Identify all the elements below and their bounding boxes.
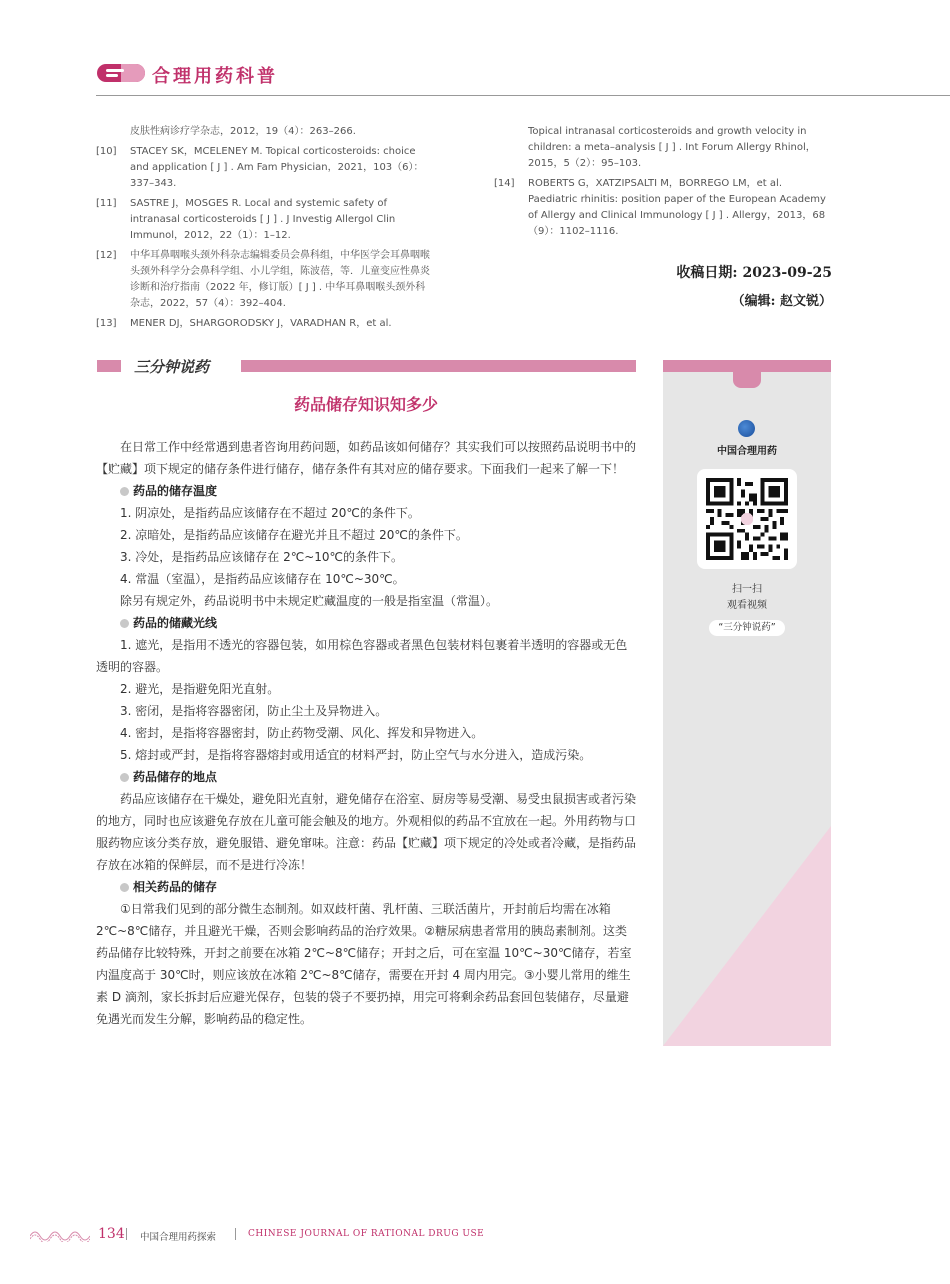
reference-item	[494, 176, 832, 240]
scan-label: 扫一扫	[732, 584, 762, 595]
reference-text: STACEY SK，MCELENEY M. Topical corticosteroids: choice and application [ J ] . Am Fam Physician，2021，103（6）：337–343.	[130, 146, 424, 189]
sidebar-panel	[663, 360, 831, 1046]
header-title: 合理用药科普	[152, 66, 278, 87]
received-date: 收稿日期: 2023-09-25	[676, 265, 832, 281]
reference-item	[96, 196, 434, 244]
reference-item	[96, 124, 434, 140]
subheading-light	[96, 612, 636, 634]
temperature-note: 除另有规定外，药品说明书中未规定贮藏温度的一般是指室温（常温）。	[120, 594, 499, 608]
sidebar-scan-text	[663, 582, 831, 614]
location-paragraph: 药品应该储存在干燥处，避免阳光直射，避免储存在浴室、厨房等易受潮、易受虫鼠损害或者污染的地方，同时也应该避免存放在儿童可能会触及的地方。外观相似的药品不宜放在一起。外用药物与口服药物应该分类存放，避免服错、避免窜味。注意：药品【贮藏】项下规定的冷处或者冷藏，是指药品存放在冰箱的保鲜层，而不是进行冷冻！	[96, 792, 637, 872]
article-intro: 在日常工作中经常遇到患者咨询用药问题，如药品该如何储存？其实我们可以按照药品说明书中的【贮藏】项下规定的储存条件进行储存，储存条件有其对应的储存要求。下面我们一起来了解一下！	[96, 440, 637, 476]
related-paragraph: ①日常我们见到的部分微生态制剂。如双歧杆菌、乳杆菌、三联活菌片，开封前后均需在冰箱 2℃~8℃储存，并且避光干燥，否则会影响药品的治疗效果。②糖尿病患者常用的胰岛素制剂。这类药品储存比较特殊，开封之前要在冰箱 2℃~8℃储存；开封之后，可在室温 10℃~30℃储存，若室内温度高于 30℃时，则应该放在冰箱 2℃~8℃储存，需要在开封 4 周内用完。③小婴儿常用的维生素 D 滴剂，家长拆封后应避光保存，包装的袋子不要扔掉，用完可将剩余药品套回包装储存，尽量避免遇光而发生分解，影响药品的稳定性。	[96, 902, 632, 1026]
reference-item	[96, 144, 434, 192]
section-bar-left	[97, 360, 121, 372]
reference-text: ROBERTS G，XATZIPSALTI M，BORREGO LM，et al. Paediatric rhinitis: position paper of the European Academy of Allergy and Clinical Immunology [ J ] . Allergy，2013，68（9）：1102–1116.	[528, 178, 826, 237]
article-body	[96, 436, 636, 1030]
reference-text: Topical intranasal corticosteroids and growth velocity in children: a meta–analysis [ J ] . Int Forum Allergy Rhinol，2015，5（2）：95–103.	[528, 126, 816, 169]
reference-number: [14]	[494, 178, 515, 189]
sidebar-tab	[733, 368, 761, 388]
bullet-dot-icon	[120, 487, 129, 496]
sidebar-org-name: 中国合理用药	[717, 446, 777, 457]
sidebar-quote-badge: “三分钟说药”	[709, 620, 785, 636]
reference-text: 皮肤性病诊疗学杂志，2012，19（4）：263–266.	[130, 126, 356, 137]
capsule-icon	[96, 62, 146, 84]
watch-label: 观看视频	[727, 600, 767, 611]
bullet-dot-icon	[120, 619, 129, 628]
reference-text: SASTRE J，MOSGES R. Local and systemic safety of intranasal corticosteroids [ J ] . J Investig Allergol Clin Immunol，2012，22（1）：1–12.	[130, 198, 396, 241]
list-item: 1. 阴凉处，是指药品应该储存在不超过 20℃的条件下。	[120, 506, 420, 520]
references-right	[494, 124, 832, 244]
reference-number: [11]	[96, 198, 117, 209]
subheading-text: 药品的储存温度	[133, 484, 218, 498]
article-title: 药品储存知识知多少	[293, 395, 438, 414]
journal-name-cn: 中国合理用药探索	[140, 1232, 217, 1243]
section-bar	[241, 360, 636, 372]
reference-item	[96, 248, 434, 312]
bullet-dot-icon	[120, 773, 129, 782]
footer-divider	[235, 1228, 236, 1240]
list-item: 3. 冷处，是指药品应该储存在 2℃~10℃的条件下。	[120, 550, 403, 564]
reference-number: [13]	[96, 318, 117, 329]
section-label: 三分钟说药	[134, 358, 210, 376]
footer-divider	[126, 1228, 127, 1240]
list-item: 1. 遮光，是指用不透光的容器包装，如用棕色容器或者黑色包装材料包裹着半透明的容器或无色透明的容器。	[96, 638, 628, 674]
journal-name-en: CHINESE JOURNAL OF RATIONAL DRUG USE	[248, 1229, 485, 1239]
reference-number: [12]	[96, 250, 117, 261]
globe-icon	[738, 420, 755, 437]
subheading-related	[96, 876, 636, 898]
header-divider	[96, 95, 950, 96]
list-item: 3. 密闭，是指将容器密闭，防止尘土及异物进入。	[120, 704, 388, 718]
list-item: 5. 熔封或严封，是指将容器熔封或用适宜的材料严封，防止空气与水分进入，造成污染。	[120, 748, 592, 762]
reference-item	[494, 124, 832, 172]
reference-item	[96, 316, 434, 332]
reference-number: [10]	[96, 146, 117, 157]
reference-text: MENER DJ，SHARGORODSKY J，VARADHAN R，et al.	[130, 318, 392, 329]
subheading-text: 药品储存的地点	[133, 770, 218, 784]
editor-credit: （编辑: 赵文锐）	[731, 294, 832, 309]
subheading-text: 药品的储藏光线	[133, 616, 218, 630]
bullet-dot-icon	[120, 883, 129, 892]
subheading-text: 相关药品的储存	[133, 880, 218, 894]
list-item: 4. 常温（室温），是指药品应该储存在 10℃~30℃。	[120, 572, 405, 586]
list-item: 4. 密封，是指将容器密封，防止药物受潮、风化、挥发和异物进入。	[120, 726, 484, 740]
list-item: 2. 凉暗处，是指药品应该储存在避光并且不超过 20℃的条件下。	[120, 528, 468, 542]
wave-decoration-icon	[30, 1226, 90, 1242]
subheading-temperature	[96, 480, 636, 502]
list-item: 2. 避光，是指避免阳光直射。	[120, 682, 280, 696]
references-left	[96, 124, 434, 336]
reference-text: 中华耳鼻咽喉头颈外科杂志编辑委员会鼻科组，中华医学会耳鼻咽喉头颈外科学分会鼻科学组、小儿学组，陈波蓓，等．儿童变应性鼻炎诊断和治疗指南（2022 年，修订版）[ J ] . 中华耳鼻咽喉头颈外科杂志，2022，57（4）：392–404.	[130, 250, 430, 309]
subheading-location	[96, 766, 636, 788]
page-number: 134	[98, 1226, 125, 1242]
qr-code-icon[interactable]	[706, 478, 788, 560]
qr-card[interactable]	[697, 469, 797, 569]
sidebar-decoration	[663, 826, 831, 1046]
